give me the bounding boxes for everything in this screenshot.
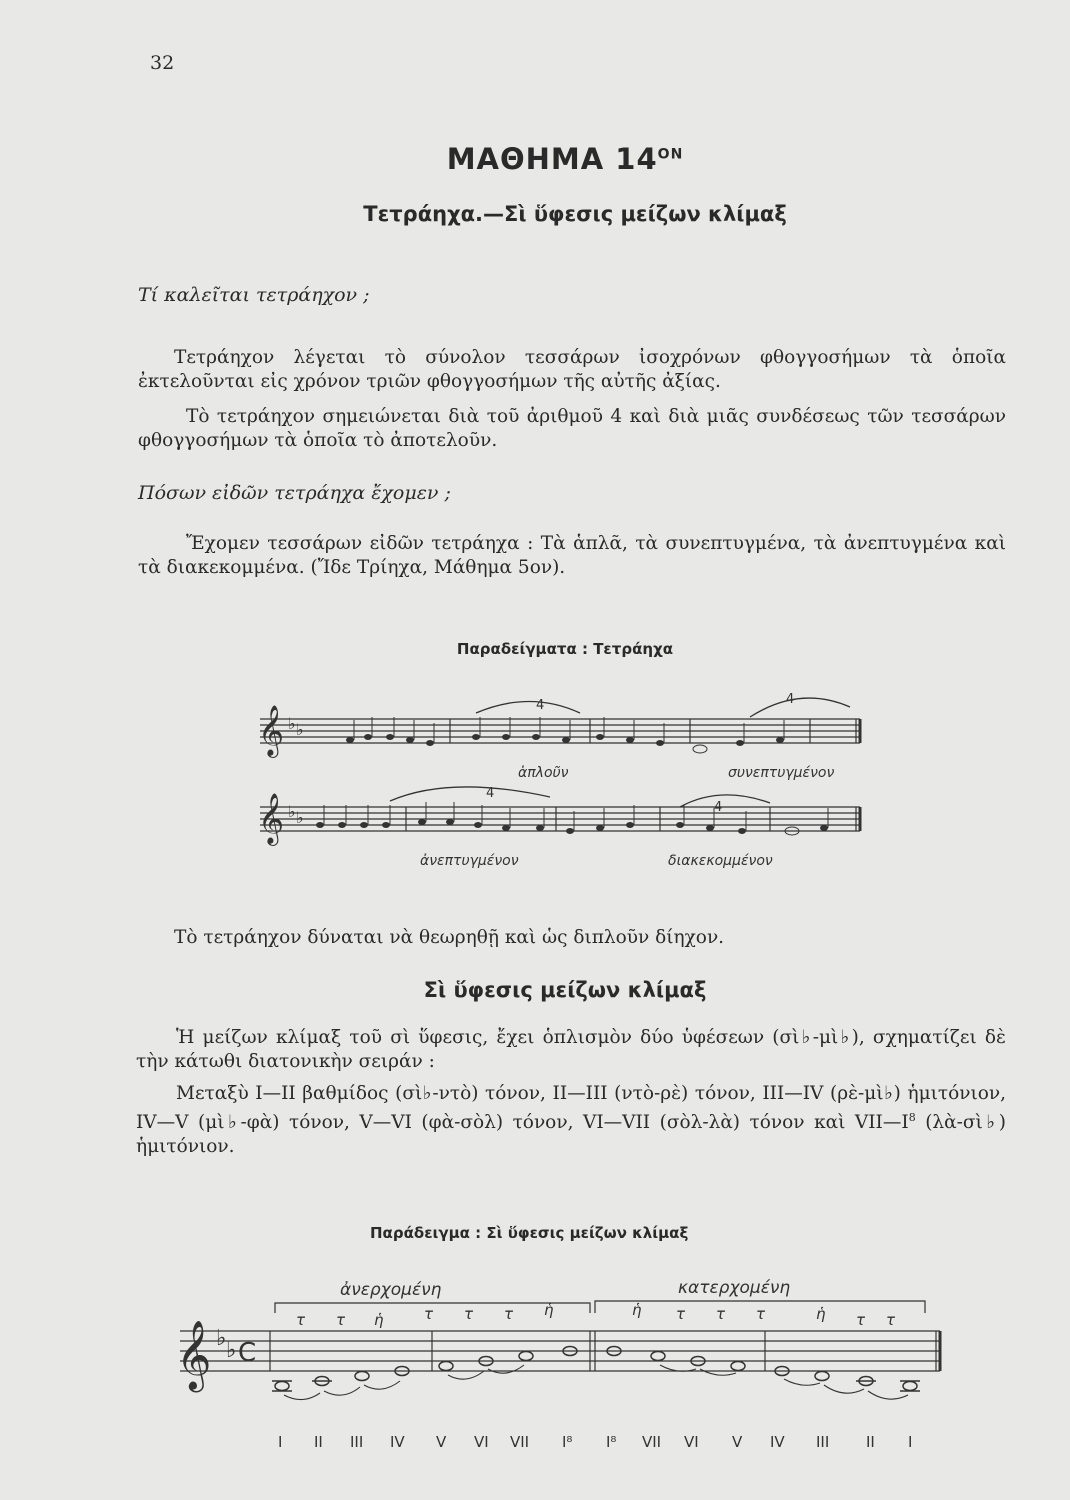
tuplet-number-contracted: 4 [786, 692, 795, 707]
scale-description: Ἡ μείζων κλίμαξ τοῦ σὶ ὕφεσις, ἔχει ὁπλισμὸν δύο ὑφέσεων (σὶ♭-μὶ♭), σχηματίζει δὲ τὴν κάτωθι διατονικὴν σειράν : [136, 1027, 1006, 1072]
lesson-title-sup: ΟΝ [657, 146, 684, 163]
examples-caption: Παραδείγματα : Τετράηχα [456, 640, 674, 658]
flat-sign-icon: ♭ [296, 720, 304, 739]
scale-notes [272, 1347, 920, 1392]
descending-label: κατερχομένη [678, 1278, 791, 1298]
tuplet-bracket-expanded [390, 787, 550, 801]
degree-numeral: VI [474, 1433, 489, 1451]
scale-staff-lines [180, 1331, 940, 1371]
degree-numeral: V [732, 1433, 743, 1451]
flat-sign-icon: ♭ [288, 802, 296, 821]
scale-example-caption: Παράδειγμα : Σὶ ὕφεσις μείζων κλίμαξ [370, 1224, 689, 1242]
ascending-label: ἀνερχομένη [340, 1280, 442, 1300]
degree-numeral: VII [510, 1433, 530, 1451]
degree-numeral: II [866, 1433, 875, 1451]
interval-mark: τ [716, 1305, 726, 1323]
flat-sign-icon: ♭ [288, 714, 296, 733]
interval-mark: τ [756, 1305, 766, 1323]
degree-numeral: V [436, 1433, 447, 1451]
notes-top [346, 717, 784, 753]
degree-numeral: I⁸ [562, 1433, 573, 1451]
degree-numeral: III [350, 1433, 364, 1451]
treble-clef-icon: 𝄞 [258, 793, 285, 844]
degree-numeral: I [908, 1433, 913, 1451]
lesson-subtitle: Τετράηχα.—Σὶ ὕφεσις μείζων κλίμαξ [363, 202, 787, 226]
common-time-icon: C [238, 1338, 257, 1368]
interval-mark: τ [504, 1305, 514, 1323]
question-how-many-kinds: Πόσων εἰδῶν τετράηχα ἔχομεν ; [138, 482, 451, 504]
interval-mark: ἡ [816, 1305, 826, 1323]
interval-mark: τ [336, 1311, 346, 1329]
interval-mark: τ [424, 1305, 434, 1323]
interval-mark: ἡ [374, 1311, 384, 1329]
label-simple: ἁπλοῦν [518, 765, 569, 781]
tuplet-number-broken: 4 [714, 800, 723, 815]
interval-mark: τ [886, 1311, 896, 1329]
degree-numeral: II [314, 1433, 323, 1451]
music-example-bflat-scale [170, 1265, 950, 1465]
interval-mark: τ [464, 1305, 474, 1323]
degree-numeral: III [816, 1433, 830, 1451]
degree-numerals [278, 1433, 912, 1451]
flat-sign-icon: ♭ [216, 1326, 227, 1351]
tetraechon-as-double-dyad: Τὸ τετράηχον δύναται νὰ θεωρηθῇ καὶ ὡς διπλοῦν δίηχον. [174, 927, 725, 948]
scale-intervals-text: Μεταξὺ I—II βαθμίδος (σὶ♭-ντὸ) τόνον, II—III (ντὸ-ρὲ) τόνον, III—IV (ρὲ-μὶ♭) ἡμιτόνιον, IV—V (μὶ♭-φὰ) τόνον, V—VI (φὰ-σὸλ) τόνον, VI—VII (σὸλ-λὰ) τόνον καὶ VII—I [136, 1083, 1006, 1134]
tuplet-number-simple: 4 [536, 698, 545, 713]
tuplet-bracket-simple [476, 702, 580, 714]
interval-mark: τ [296, 1311, 306, 1329]
answer-definition: Τετράηχον λέγεται τὸ σύνολον τεσσάρων ἰσοχρόνων φθογγοσήμων τὰ ὁποῖα ἐκτελοῦνται εἰς χρόνον τριῶν φθογγοσήμων τῆς αὐτῆς ἀξίας. [138, 347, 1006, 392]
treble-clef-icon: 𝄞 [258, 705, 285, 756]
answer-kinds: Ἔχομεν τεσσάρων εἰδῶν τετράηχα : Τὰ ἁπλᾶ, τὰ συνεπτυγμένα, τὰ ἀνεπτυγμένα καὶ τὰ διακεκομμένα. (Ἴδε Τρίηχα, Μάθημα 5ον). [138, 533, 1006, 578]
tuplet-bracket-broken [680, 795, 770, 807]
lesson-title [0, 142, 1070, 176]
scale-intervals [136, 1082, 1006, 1159]
degree-numeral: IV [390, 1433, 405, 1451]
label-broken: διακεκομμένον [668, 853, 773, 869]
degree-numeral: IV [770, 1433, 785, 1451]
label-contracted: συνεπτυγμένον [728, 765, 835, 781]
scale-intervals-end: (λὰ-σὶ♭) ἡμιτόνιον. [136, 1112, 1006, 1158]
flat-sign-icon: ♭ [296, 808, 304, 827]
lesson-title-text: ΜΑΘΗΜΑ 14 [446, 142, 658, 176]
treble-clef-icon: 𝄞 [176, 1320, 212, 1390]
interval-marks [296, 1301, 896, 1329]
tuplet-number-expanded: 4 [486, 786, 495, 801]
interval-mark: ἡ [632, 1301, 642, 1319]
label-expanded: ἀνεπτυγμένον [420, 853, 519, 869]
tuplet-bracket-contracted [750, 698, 850, 717]
answer-notation: Τὸ τετράηχον σημειώνεται διὰ τοῦ ἀριθμοῦ 4 καὶ διὰ μιᾶς συνδέσεως τῶν τεσσάρων φθογγοσήμων τὰ ὁποῖα τὸ ἀποτελοῦν. [138, 406, 1006, 451]
interval-mark: ἡ [544, 1301, 554, 1319]
page-number: 32 [150, 52, 175, 74]
scale-intervals-sup: 8 [908, 1111, 916, 1124]
flat-sign-icon: ♭ [226, 1338, 237, 1363]
degree-numeral: VII [642, 1433, 662, 1451]
degree-numeral: I⁸ [606, 1433, 617, 1451]
interval-mark: τ [856, 1311, 866, 1329]
degree-numeral: VI [684, 1433, 699, 1451]
scale-slurs [284, 1365, 908, 1400]
music-example-tetraechon [250, 685, 870, 875]
section-title-bflat-major: Σὶ ὕφεσις μείζων κλίμαξ [423, 978, 707, 1002]
degree-numeral: I [278, 1433, 283, 1451]
interval-mark: τ [676, 1305, 686, 1323]
question-what-is-tetraechon: Τί καλεῖται τετράηχον ; [138, 284, 370, 306]
